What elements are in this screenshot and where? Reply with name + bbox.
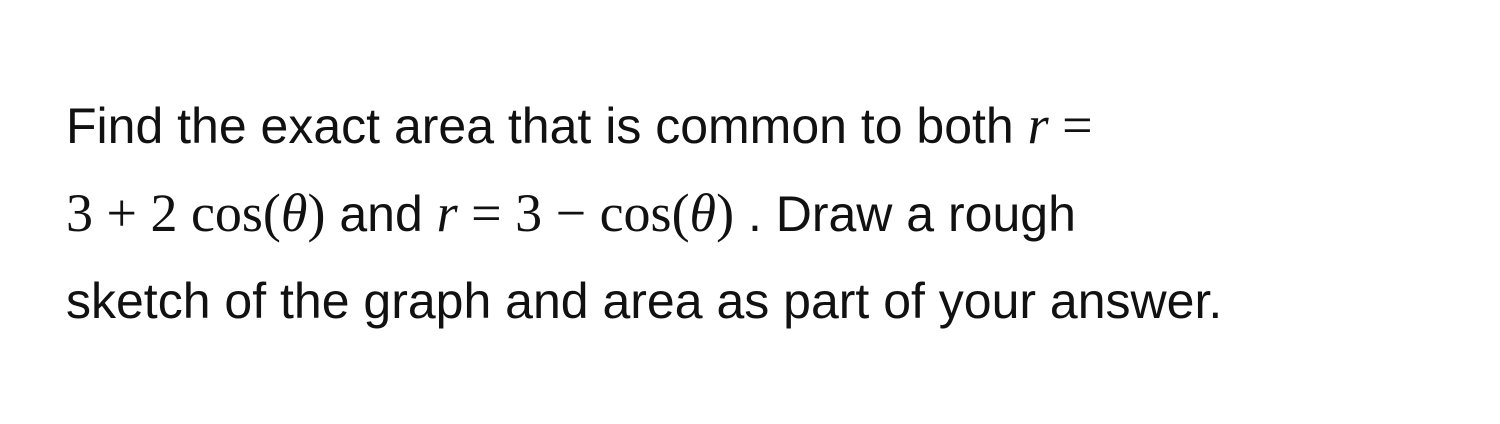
- equation-1-expression: 3 + 2 cos(: [66, 183, 281, 243]
- problem-line-1: [66, 88, 1466, 176]
- variable-r-2: r: [436, 183, 458, 243]
- equation-1-end: [66, 183, 325, 243]
- problem-line-2: [66, 176, 1466, 264]
- variable-r-1: r: [1027, 95, 1049, 155]
- equation-1-start: [1028, 95, 1093, 155]
- equation-2: [437, 183, 734, 243]
- problem-text-3: sketch of the graph and area as part of your answer.: [66, 273, 1223, 329]
- close-paren-1: ): [307, 183, 326, 243]
- and-text: and: [325, 186, 437, 242]
- theta-1: θ: [280, 183, 308, 243]
- problem-text-2: . Draw a rough: [734, 186, 1076, 242]
- equation-2-expression: = 3 − cos(: [457, 183, 690, 243]
- problem-line-3: [66, 264, 1466, 352]
- theta-2: θ: [689, 183, 717, 243]
- problem-statement: [66, 88, 1466, 352]
- close-paren-2: ): [716, 183, 735, 243]
- equals-sign-1: =: [1048, 95, 1093, 155]
- problem-text-1: Find the exact area that is common to both: [66, 98, 1028, 154]
